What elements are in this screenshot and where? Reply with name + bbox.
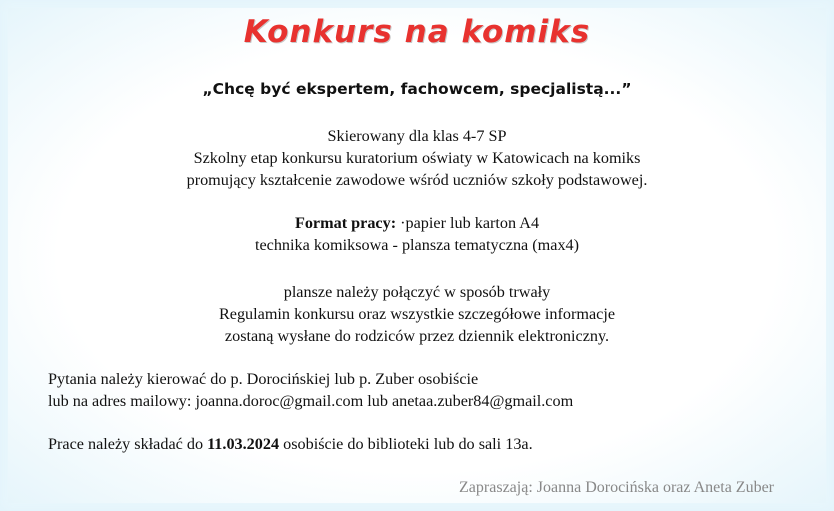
rules-line: plansze należy połączyć w sposób trwały: [283, 283, 551, 301]
signature: Zapraszają: Joanna Dorocińska oraz Aneta Zuber: [459, 479, 774, 496]
deadline-prefix: Prace należy składać do: [48, 435, 208, 453]
rules-line: Regulamin konkursu oraz wszystkie szczegółowe informacje: [218, 305, 616, 323]
contact-section: [48, 368, 573, 412]
deadline-suffix: osobiście do biblioteki lub do sali 13a.: [279, 435, 533, 453]
contact-line: lub na adres mailowy: joanna.doroc@gmail.com lub anetaa.zuber84@gmail.com: [48, 392, 574, 410]
deadline-section: [48, 433, 533, 455]
poster: [8, 8, 826, 503]
format-value: ·papier lub karton A4: [396, 214, 540, 232]
format-line: [8, 212, 826, 234]
rules-line: zostaną wysłane do rodziców przez dziennik elektroniczny.: [224, 327, 610, 345]
format-label: Format pracy:: [294, 214, 397, 232]
intro-line: promujący kształcenie zawodowe wśród uczniów szkoły podstawowej.: [186, 171, 648, 189]
poster-title: Konkurs na komiks: [243, 14, 591, 50]
deadline-line: [48, 433, 533, 455]
contact-line: Pytania należy kierować do p. Dorocińskiej lub p. Zuber osobiście: [48, 370, 479, 388]
format-technique: technika komiksowa - plansza tematyczna (max4): [254, 236, 580, 254]
rules-section: [8, 281, 826, 347]
deadline-date: 11.03.2024: [207, 435, 280, 453]
intro-section: [8, 125, 826, 191]
intro-line: Skierowany dla klas 4-7 SP: [327, 127, 507, 145]
intro-line: Szkolny etap konkursu kuratorium oświaty w Katowicach na komiks: [193, 149, 641, 167]
slogan-quote: „Chcę być ekspertem, fachowcem, specjalistą...”: [202, 80, 632, 98]
format-section: [8, 212, 826, 256]
